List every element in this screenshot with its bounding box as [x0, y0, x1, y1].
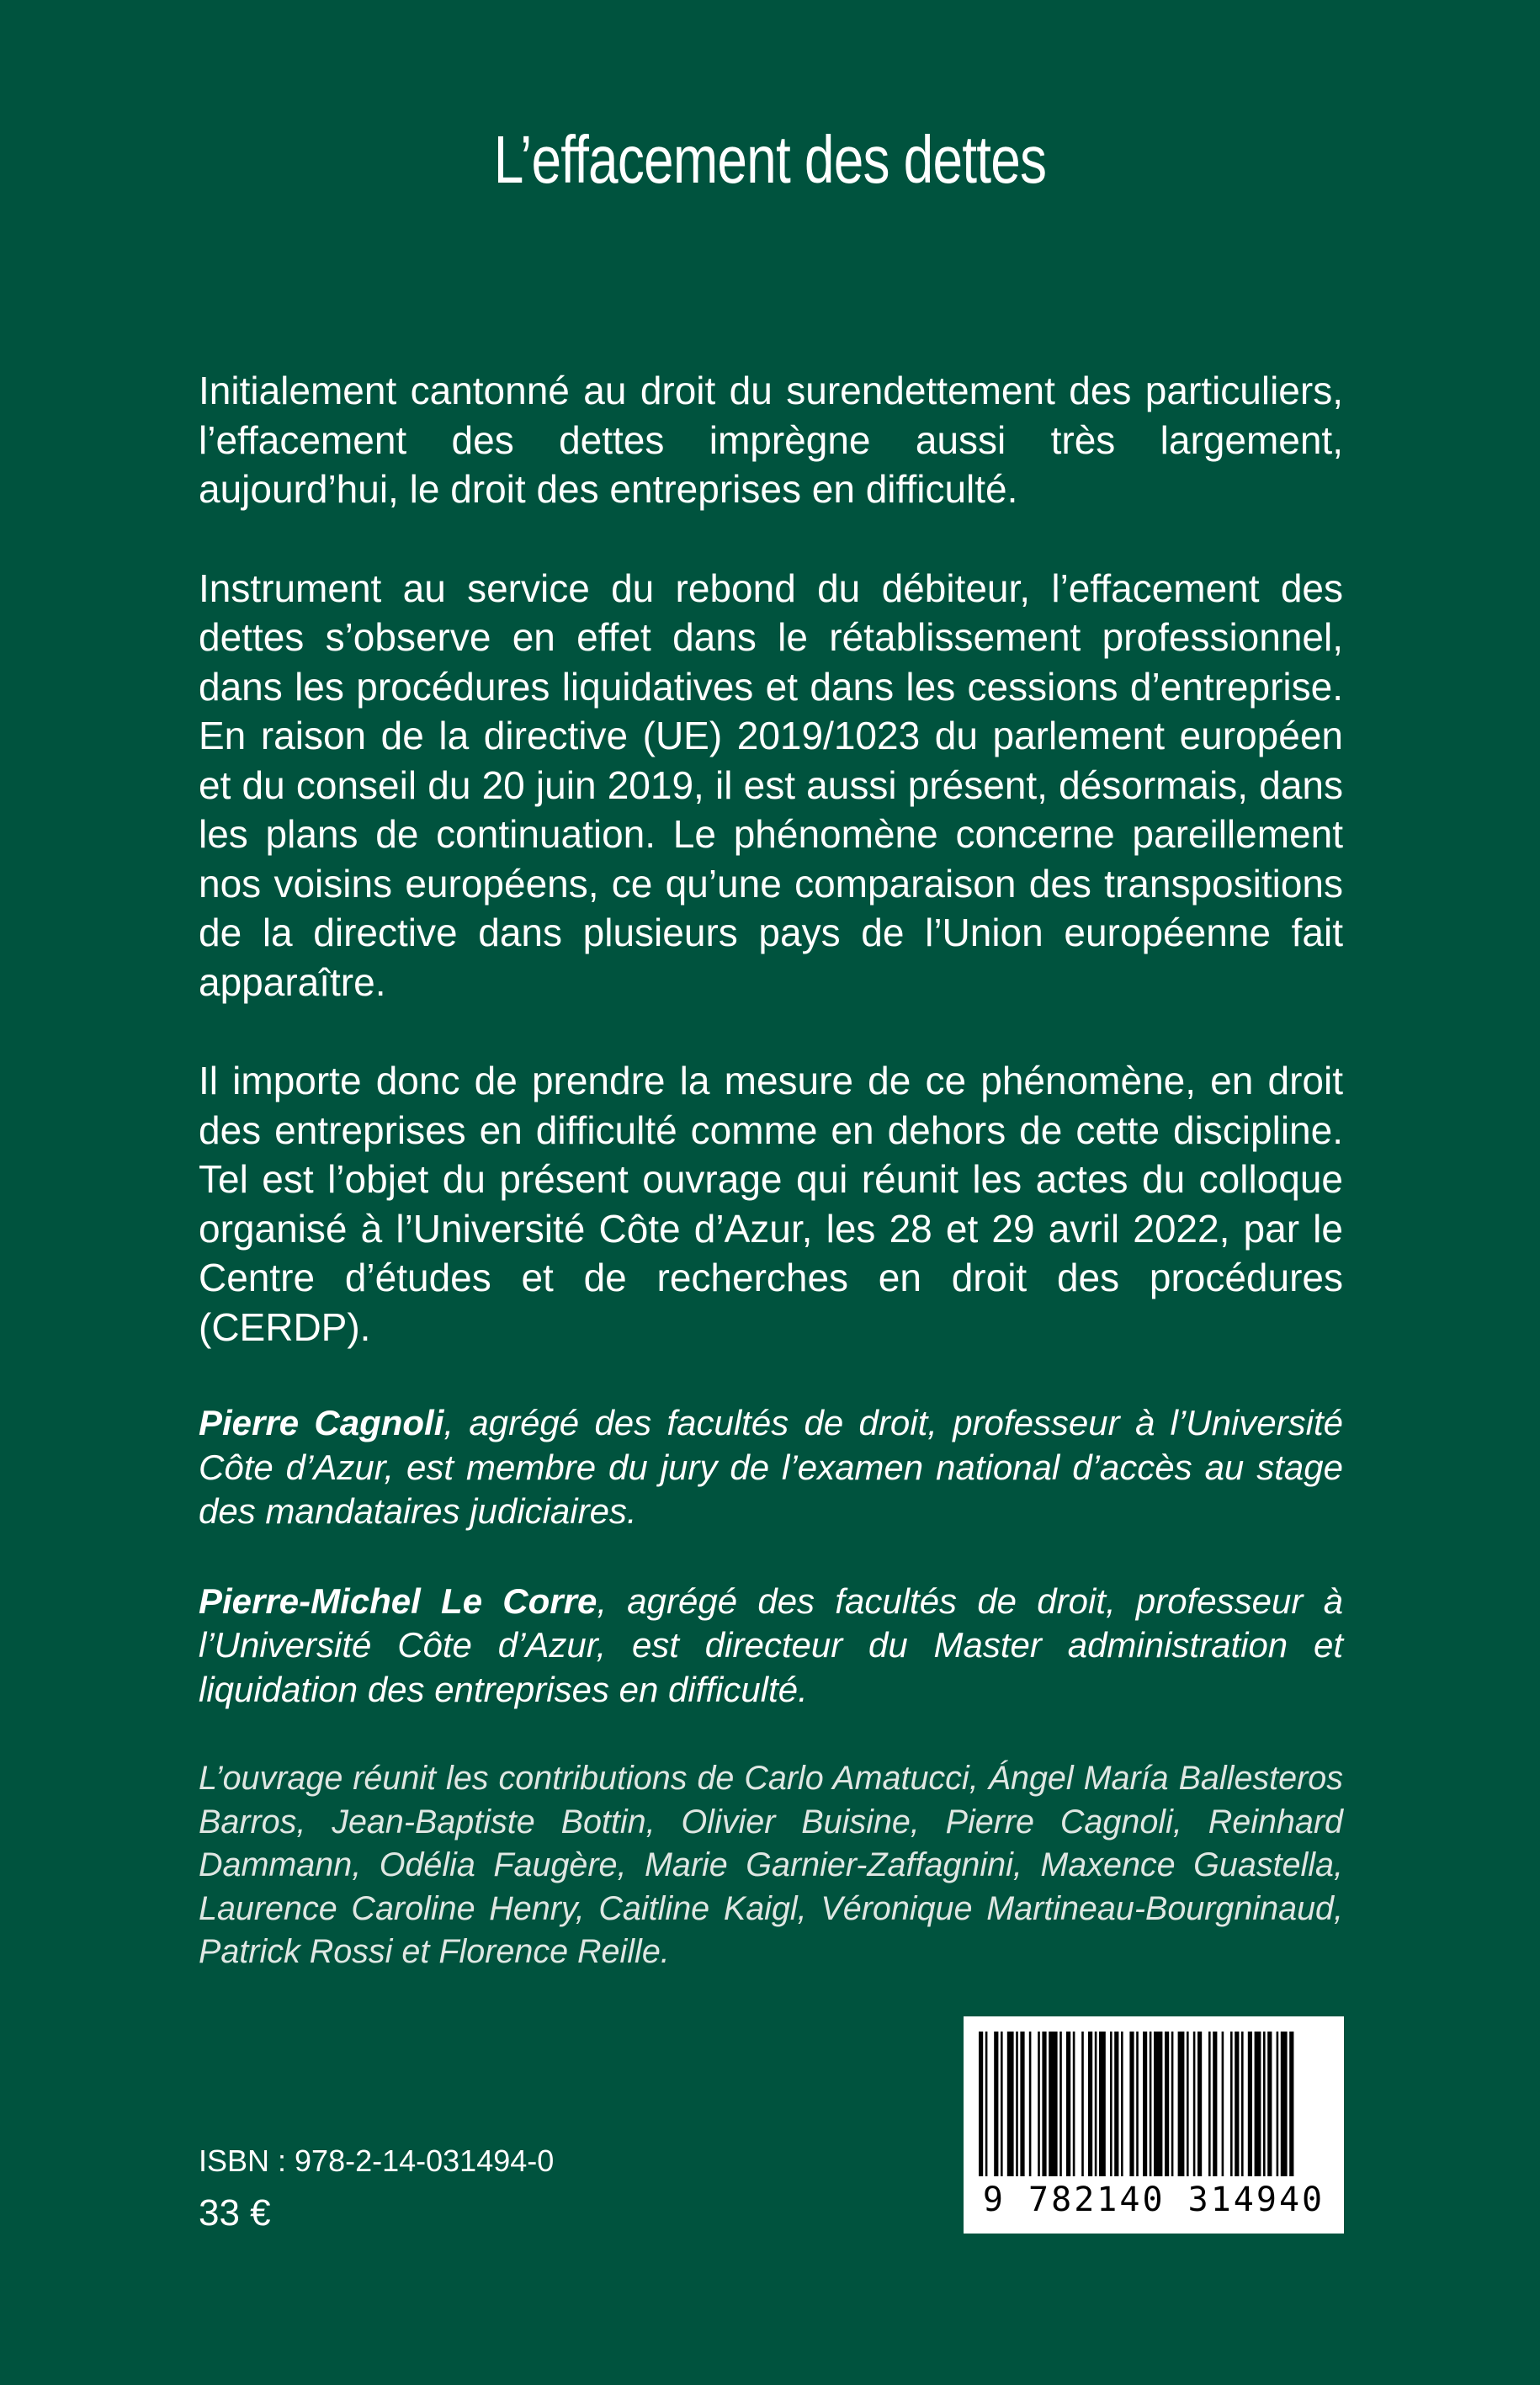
barcode-bar	[1208, 2032, 1211, 2176]
barcode-bar	[1121, 2032, 1123, 2176]
barcode-bar	[1129, 2032, 1134, 2176]
barcode-bar	[1143, 2032, 1147, 2176]
barcode-bar	[1235, 2032, 1239, 2176]
barcode-bar	[1081, 2032, 1084, 2176]
barcode-bar	[979, 2032, 983, 2176]
barcode-number: 9 782140 314940	[982, 2180, 1325, 2219]
barcode-bar	[1171, 2032, 1174, 2176]
summary-paragraph-3: Il importe donc de prendre la mesure de ce phénomène, en droit des entreprises en difficulté comme en dehors de cette discipline. Tel est l’objet du présent ouvrage qui réunit les actes du colloque organisé à l’Université Côte d’Azur, les 28 et 29 avril 2022, par le Centre d’études et de recherches en droit des procédures (CERDP).	[199, 1059, 1343, 1349]
barcode-bar	[1281, 2032, 1288, 2176]
barcode-bar	[1020, 2032, 1024, 2176]
barcode-bar	[1049, 2032, 1057, 2176]
barcode-bar	[1073, 2032, 1075, 2176]
barcode-bar	[1059, 2032, 1062, 2176]
barcode-bar	[1136, 2032, 1139, 2176]
back-cover-text	[199, 366, 1343, 1974]
barcode-bar	[1197, 2032, 1202, 2176]
barcode-bar	[1255, 2032, 1261, 2176]
barcode-bar	[1042, 2032, 1046, 2176]
barcode-bar	[1277, 2032, 1279, 2176]
barcode-bar	[1178, 2032, 1185, 2176]
barcode-bar	[1029, 2032, 1032, 2176]
barcode-bar	[1016, 2032, 1018, 2176]
author-name-1: Pierre Cagnoli	[199, 1403, 444, 1442]
barcode-bar	[1088, 2032, 1092, 2176]
barcode-bar	[994, 2032, 998, 2176]
barcode-bar	[1150, 2032, 1152, 2176]
isbn: ISBN : 978-2-14-031494-0	[199, 2143, 555, 2178]
barcode-bar	[1007, 2032, 1014, 2176]
author-bio-2	[199, 1580, 1343, 1713]
summary-paragraph-1: Initialement cantonné au droit du surendettement des particuliers, l’effacement des dettes imprègne aussi très largement, aujourd’hui, le droit des entreprises en difficulté.	[199, 369, 1343, 511]
barcode-bar	[1193, 2032, 1196, 2176]
barcode-bar	[1154, 2032, 1162, 2176]
price: 33 €	[199, 2192, 271, 2234]
barcode-bar	[1241, 2032, 1244, 2176]
barcode-bar	[1110, 2032, 1113, 2176]
barcode-bar	[1095, 2032, 1097, 2176]
barcode-bar	[1187, 2032, 1189, 2176]
barcode-bar	[1213, 2032, 1217, 2176]
barcode-bar	[1001, 2032, 1003, 2176]
barcode-bars-icon	[964, 2016, 1344, 2185]
barcode-bar	[1267, 2032, 1272, 2176]
barcode	[964, 2016, 1344, 2234]
author-bio-text-2: , agrégé des facultés de droit, professeur à l’Université Côte d’Azur, est directeur du Master administration et liquidation des entreprises en difficulté.	[199, 1580, 1343, 1709]
barcode-bar	[1248, 2032, 1252, 2176]
barcode-bar	[985, 2032, 988, 2176]
barcode-bar	[1230, 2032, 1233, 2176]
barcode-bar	[1222, 2032, 1224, 2176]
summary-paragraph-2: Instrument au service du rebond du débiteur, l’effacement des dettes s’observe en effet dans le rétablissement professionnel, dans les procédures liquidatives et dans les cessions d’entreprise. En raison de la directive (UE) 2019/1023 du parlement européen et du conseil du 20 juin 2019, il est aussi présent, désormais, dans les plans de continuation. Le phénomène concerne pareillement nos voisins européens, ce qu’une comparaison des transpositions de la directive dans plusieurs pays de l’Union européenne fait apparaître.	[199, 566, 1343, 1004]
barcode-bar	[1099, 2032, 1106, 2176]
barcode-bar	[1289, 2032, 1293, 2176]
barcode-bar	[1066, 2032, 1070, 2176]
barcode-bar	[1165, 2032, 1169, 2176]
author-name-2: Pierre-Michel Le Corre	[199, 1580, 597, 1621]
author-bio-1	[199, 1401, 1343, 1534]
book-title: L’effacement des dettes	[493, 122, 1047, 197]
author-bio-text-1: , agrégé des facultés de droit, professeur à l’Université Côte d’Azur, est membre du jury de l’examen national d’accès au stage des mandataires judiciaires.	[199, 1403, 1343, 1531]
barcode-bar	[1038, 2032, 1040, 2176]
barcode-bar	[1114, 2032, 1118, 2176]
barcode-bar	[1263, 2032, 1266, 2176]
contributors-list: L’ouvrage réunit les contributions de Carlo Amatucci, Ángel María Ballesteros Barros, Jean-Baptiste Bottin, Olivier Buisine, Pierre Cagnoli, Reinhard Dammann, Odélia Faugère, Marie Garnier-Zaffagnini, Maxence Guastella, Laurence Caroline Henry, Caitline Kaigl, Véronique Martineau-Bourgninaud, Patrick Rossi et Florence Reille.	[199, 1760, 1343, 1970]
